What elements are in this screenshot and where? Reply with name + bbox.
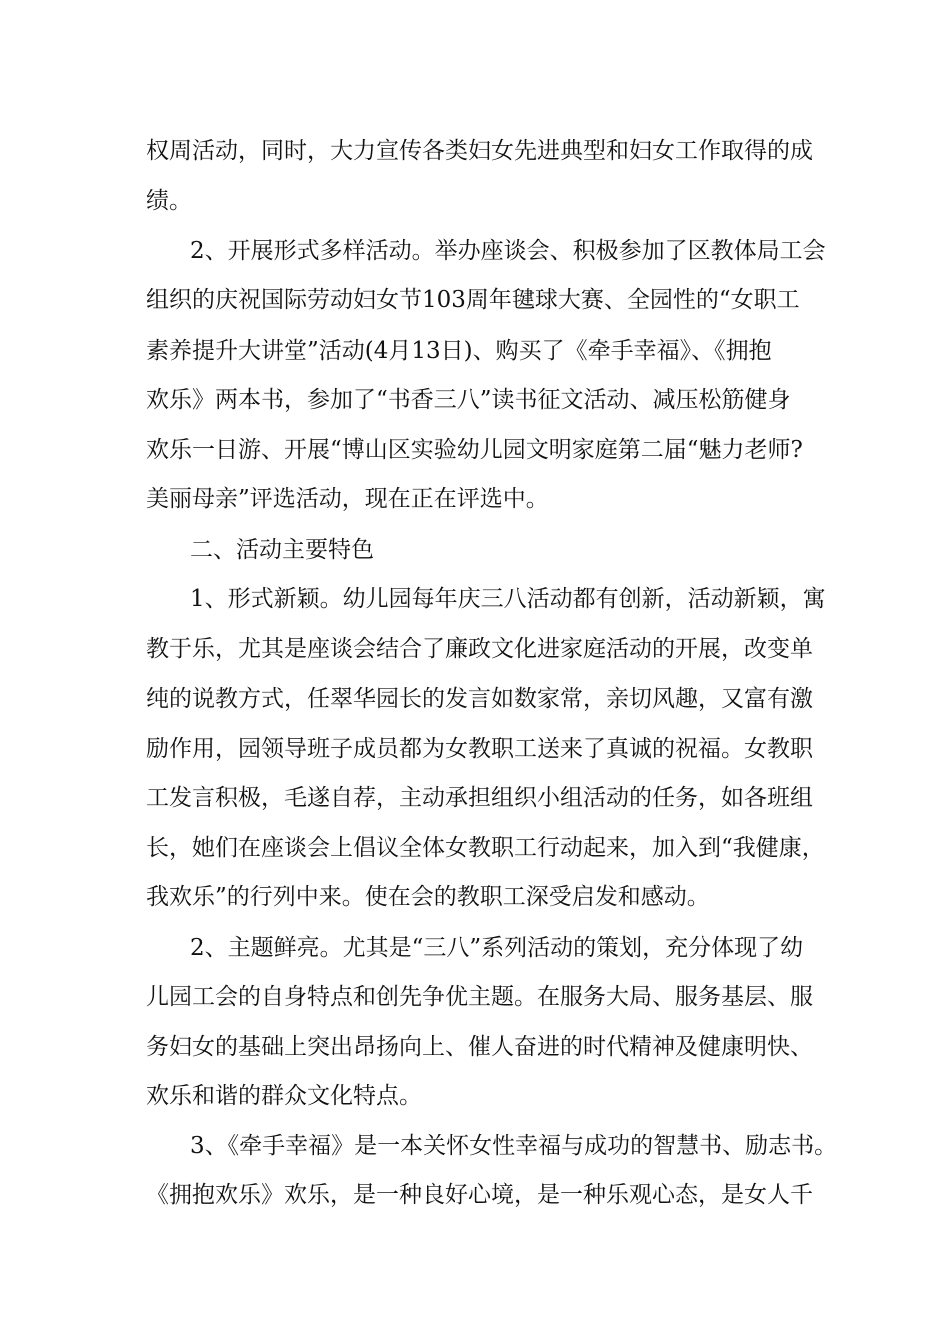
text-line: 组织的庆祝国际劳动妇女节103周年毽球大赛、全园性的“女职工 [146, 287, 800, 313]
section-heading: 二、活动主要特色 [190, 537, 374, 563]
text-line: 素养提升大讲堂”活动(4月13日)、购买了《牵手幸福》、《拥抱 [146, 338, 772, 364]
text-line: 儿园工会的自身特点和创先争优主题。在服务大局、服务基层、服 [146, 984, 813, 1010]
text-line: 励作用，园领导班子成员都为女教职工送来了真诚的祝福。女教职 [146, 736, 813, 762]
paragraph-start-line: 3、《牵手幸福》是一本关怀女性幸福与成功的智慧书、励志书。 [190, 1133, 838, 1159]
text-line: 《拥抱欢乐》欢乐，是一种良好心境，是一种乐观心态，是女人千 [146, 1182, 813, 1208]
paragraph-start-line: 1、形式新颖。幼儿园每年庆三八活动都有创新，活动新颖，寓 [190, 586, 826, 612]
text-line: 纯的说教方式，任翠华园长的发言如数家常，亲切风趣，又富有激 [146, 686, 813, 712]
text-line: 长，她们在座谈会上倡议全体女教职工行动起来，加入到“我健康， [146, 835, 825, 861]
text-line: 绩。 [146, 188, 192, 214]
text-line: 欢乐》两本书，参加了“书香三八”读书征文活动、减压松筋健身 [146, 387, 791, 413]
text-line: 欢乐和谐的群众文化特点。 [146, 1083, 422, 1109]
text-line: 美丽母亲”评选活动，现在正在评选中。 [146, 486, 549, 512]
paragraph-start-line: 2、开展形式多样活动。举办座谈会、积极参加了区教体局工会 [190, 238, 826, 264]
text-line: 工发言积极，毛遂自荐，主动承担组织小组活动的任务，如各班组 [146, 785, 813, 811]
text-line: 教于乐，尤其是座谈会结合了廉政文化进家庭活动的开展，改变单 [146, 636, 813, 662]
text-line: 务妇女的基础上突出昂扬向上、催人奋进的时代精神及健康明快、 [146, 1034, 813, 1060]
text-line: 我欢乐”的行列中来。使在会的教职工深受启发和感动。 [146, 884, 710, 910]
paragraph-start-line: 2、主题鲜亮。尤其是“三八”系列活动的策划，充分体现了幼 [190, 935, 804, 961]
text-line: 欢乐一日游、开展“博山区实验幼儿园文明家庭第二届“魅力老师? [146, 437, 803, 463]
text-line: 权周活动，同时，大力宣传各类妇女先进典型和妇女工作取得的成 [146, 138, 813, 164]
